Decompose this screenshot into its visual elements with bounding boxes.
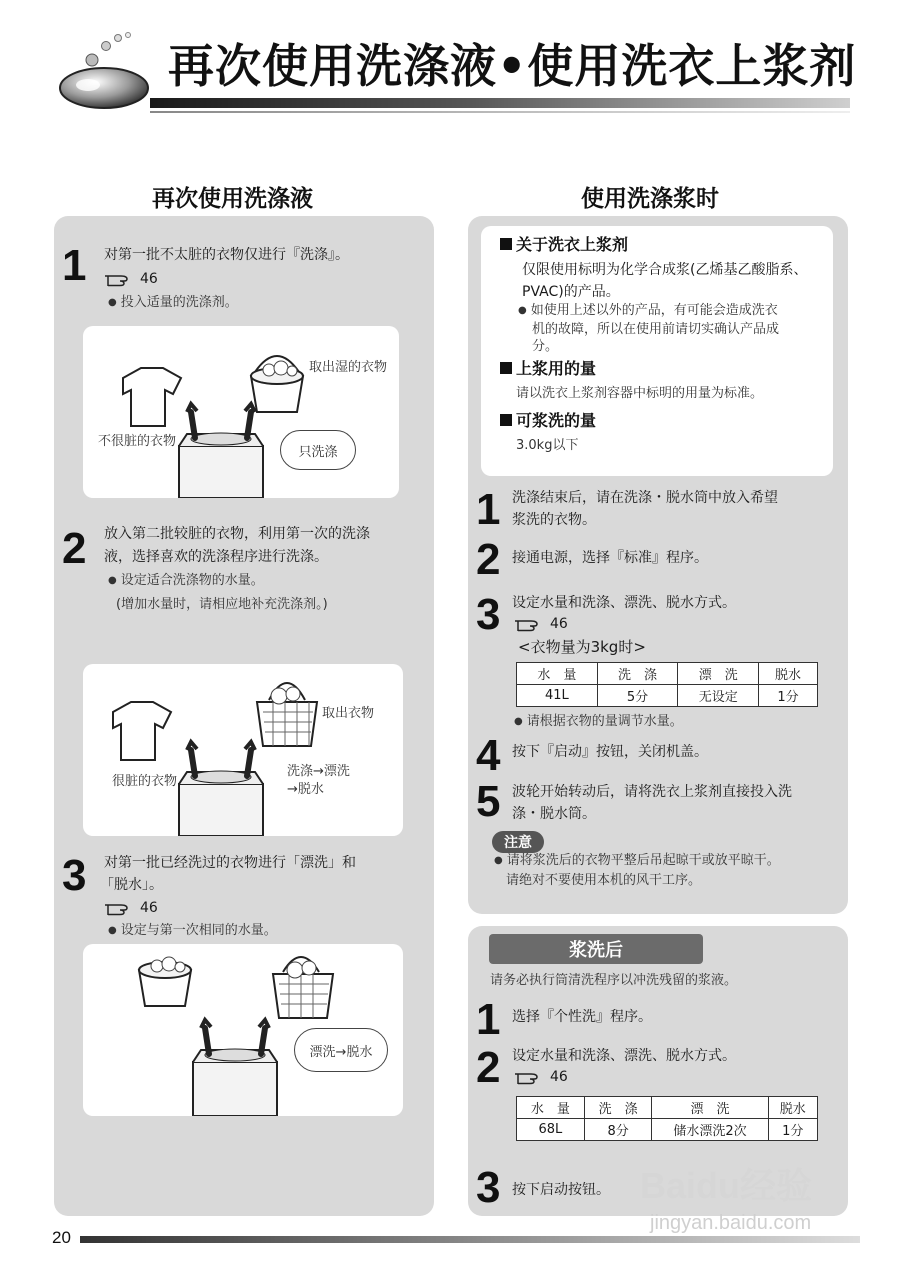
right-step5-number: 5 (476, 777, 501, 826)
table-cell: 41L (517, 685, 598, 707)
left-step2-label-take: 取出衣物 (322, 706, 375, 721)
table-cell: 8分 (584, 1119, 652, 1141)
left-step3-bubble: 漂洗→脱水 (294, 1028, 388, 1072)
after-step2-number: 2 (476, 1043, 501, 1092)
table-cell: 5分 (597, 685, 678, 707)
right-step5-text1: 波轮开始转动后，请将洗衣上浆剂直接投入洗 (512, 784, 792, 800)
left-step1-illustration (83, 326, 399, 498)
right-step4-text: 按下『启动』按钮，关闭机盖。 (512, 744, 708, 760)
left-step1-number: 1 (62, 241, 87, 290)
header-rule (150, 98, 850, 108)
right-step3-ref (514, 615, 568, 633)
watermark-logo: Baidu经验 (640, 1165, 813, 1206)
left-step1-label-wet: 取出湿的衣物 (309, 360, 388, 375)
left-step2-number: 2 (62, 524, 87, 573)
table-header-cell: 水 量 (517, 1097, 585, 1119)
about-bullet1b: 机的故障，所以在使用前请切实确认产品成 (532, 322, 780, 337)
table-row (517, 663, 818, 685)
about-head3: 可浆洗的量 (500, 408, 596, 431)
washer-second-batch-illustration (83, 664, 403, 836)
after-step1-text: 选择『个性洗』程序。 (512, 1009, 652, 1025)
right-step1-text2: 浆洗的衣物。 (512, 512, 596, 528)
right-step2-text: 接通电源，选择『标准』程序。 (512, 550, 708, 566)
table-cell: 68L (517, 1119, 585, 1141)
right-section-title: 使用洗涤浆时 (581, 186, 719, 212)
pointing-hand-icon (514, 1068, 546, 1086)
after-step3-text: 按下启动按钮。 (512, 1182, 610, 1198)
about-text2: 请以洗衣上浆剂容器中标明的用量为标准。 (516, 386, 764, 401)
left-section-title: 再次使用洗涤液 (152, 186, 313, 212)
table-cell: 1分 (759, 685, 818, 707)
left-step1-ref-page: 46 (140, 271, 158, 287)
right-step5-text2: 涤・脱水筒。 (512, 806, 596, 822)
table-header-cell: 漂 洗 (652, 1097, 768, 1119)
table-header-cell: 漂 洗 (678, 663, 759, 685)
settings-table-1 (516, 662, 818, 707)
about-head2: 上浆用的量 (500, 356, 596, 379)
footer-rule (80, 1236, 860, 1243)
watermark-url: jingyan.baidu.com (650, 1212, 812, 1234)
left-step2-bubble-line1: 洗涤→漂洗 (287, 764, 350, 779)
right-step1-number: 1 (476, 485, 501, 534)
left-step3-text2: 「脱水」。 (100, 877, 163, 893)
about-text1b: PVAC)的产品。 (522, 284, 620, 300)
about-text3: 3.0kg以下 (516, 438, 579, 453)
about-bullet1a: ● 如使用上述以外的产品，有可能会造成洗衣 (518, 301, 778, 322)
table-row (517, 1097, 818, 1119)
settings-table-2 (516, 1096, 818, 1141)
right-step3-sub: <衣物量为3kg时> (518, 638, 646, 656)
left-step1-bubble: 只洗涤 (280, 430, 356, 470)
table1-bullet: ● 请根据衣物的量调节水量。 (514, 712, 683, 733)
left-step1-text: 对第一批不太脏的衣物仅进行『洗涤』。 (104, 247, 349, 263)
about-text1a: 仅限使用标明为化学合成浆(乙烯基乙酸脂系、 (522, 262, 808, 278)
pointing-hand-icon (104, 270, 136, 288)
after-step2-ref (514, 1068, 568, 1086)
about-head1: 关于洗衣上浆剂 (500, 232, 628, 255)
left-step3-bullet: ● 设定与第一次相同的水量。 (108, 921, 277, 942)
after-starch-title: 浆洗后 (489, 934, 703, 964)
right-step3-ref-page: 46 (550, 616, 568, 632)
left-step2-note: (增加水量时，请相应地补充洗涤剂。) (116, 597, 328, 612)
right-step2-number: 2 (476, 535, 501, 584)
caution-line2: 请绝对不要使用本机的风干工序。 (506, 873, 702, 888)
after-step3-number: 3 (476, 1163, 501, 1212)
washer-only-wash-illustration (83, 326, 399, 498)
caution-line1: ● 请将浆洗后的衣物平整后吊起晾干或放平晾干。 (494, 851, 780, 872)
left-step3-text1: 对第一批已经洗过的衣物进行「漂洗」和 (104, 855, 356, 871)
pointing-hand-icon (104, 899, 136, 917)
left-step3-number: 3 (62, 851, 87, 900)
after-step1-number: 1 (476, 995, 501, 1044)
table-row (517, 685, 818, 707)
table-header-cell: 洗 涤 (584, 1097, 652, 1119)
page-number: 20 (52, 1228, 71, 1247)
header-logo-icon (58, 30, 158, 110)
table-header-cell: 脱水 (768, 1097, 817, 1119)
table-header-cell: 洗 涤 (597, 663, 678, 685)
left-step1-bullet: ● 投入适量的洗涤剂。 (108, 293, 238, 314)
left-step2-illustration (83, 664, 403, 836)
after-step2-ref-page: 46 (550, 1069, 568, 1085)
left-step2-bubble-line2: →脱水 (287, 782, 324, 797)
page-title: 再次使用洗涤液•使用洗衣上浆剂 (168, 39, 857, 93)
header-rule-thin (150, 111, 850, 113)
pointing-hand-icon (514, 615, 546, 633)
table-header-cell: 水 量 (517, 663, 598, 685)
table-cell: 储水漂洗2次 (652, 1119, 768, 1141)
left-step2-bullet: ● 设定适合洗涤物的水量。 (108, 571, 264, 592)
right-step4-number: 4 (476, 731, 501, 780)
left-step3-ref-page: 46 (140, 900, 158, 916)
left-step3-ref (104, 899, 158, 917)
left-step2-text2: 液，选择喜欢的洗涤程序进行洗涤。 (104, 549, 328, 565)
table-cell: 无设定 (678, 685, 759, 707)
right-step3-text: 设定水量和洗涤、漂洗、脱水方式。 (512, 595, 736, 611)
left-step2-label-cloth: 很脏的衣物 (112, 774, 178, 789)
left-step1-label-cloth: 不很脏的衣物 (98, 434, 177, 449)
table-cell: 1分 (768, 1119, 817, 1141)
right-step1-text1: 洗涤结束后，请在洗涤・脱水筒中放入希望 (512, 490, 778, 506)
about-bullet1c: 分。 (532, 339, 559, 354)
caution-badge: 注意 (492, 831, 544, 853)
table-header-cell: 脱水 (759, 663, 818, 685)
left-step1-ref (104, 270, 158, 288)
after-step2-text: 设定水量和洗涤、漂洗、脱水方式。 (512, 1048, 736, 1064)
table-row (517, 1119, 818, 1141)
left-step2-text1: 放入第二批较脏的衣物，利用第一次的洗涤 (104, 526, 370, 542)
after-starch-intro: 请务必执行筒清洗程序以冲洗残留的浆液。 (490, 973, 738, 988)
right-step3-number: 3 (476, 590, 501, 639)
